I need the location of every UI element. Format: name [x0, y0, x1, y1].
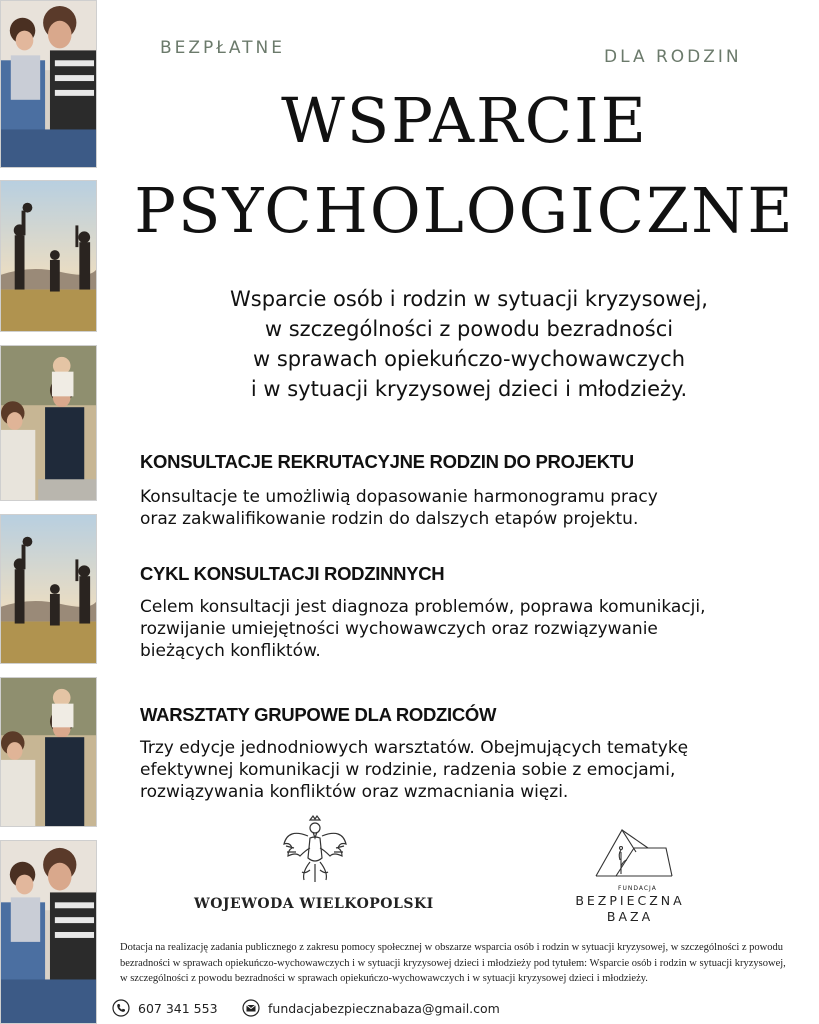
phone-number: 607 341 553 — [138, 1000, 218, 1016]
body-line: Celem konsultacji jest diagnoza problemów, poprawa komunikacji, — [140, 597, 706, 617]
photo-strip — [0, 0, 98, 1024]
free-label: BEZPŁATNE — [160, 38, 286, 58]
foundation-house-icon — [594, 826, 674, 880]
foundation-small-label: FUNDACJA — [618, 885, 657, 892]
foundation-name-line-2: BAZA — [606, 909, 654, 924]
section-heading-workshops: WARSZTATY GRUPOWE DLA RODZICÓW — [140, 704, 497, 725]
intro-line: i w sytuacji kryzysowej dzieci i młodzieży. — [250, 377, 688, 401]
title-line-1: WSPARCIE — [281, 84, 648, 157]
title-line-2: PSYCHOLOGICZNE — [134, 174, 795, 247]
section-body-workshops — [140, 737, 810, 803]
wojewoda-logo-text: WOJEWODA WIELKOPOLSKI — [194, 896, 434, 912]
email-icon — [242, 999, 260, 1017]
intro-line: w sprawach opiekuńczo-wychowawczych — [252, 347, 686, 371]
phone-icon — [112, 999, 130, 1017]
footnote-line: bezradności w sprawach opiekuńczo-wychowawczych i w sytuacji kryzysowej dzieci i młodzieży pod tytułem: Wsparcie osób i rodzin w sytuacji kryzysowej, — [120, 957, 786, 969]
family-photo-6 — [0, 840, 97, 1024]
contact-email[interactable] — [242, 999, 500, 1017]
body-line: efektywnej komunikacji w rodzinie, radzenia sobie z emocjami, — [140, 760, 676, 780]
section-body-family-consultations — [140, 596, 810, 662]
footnote-line: w szczególności z powodu bezradności w sprawach opiekuńczo-wychowawczych i w sytuacji kryzysowej dzieci i młodzieży. — [120, 973, 648, 984]
footnote-line: Dotacja na realizację zadania publicznego z zakresu pomocy społecznej w obszarze wsparcia osób i rodzin w sytuacji kryzysowej, w szczególności z powodu — [120, 942, 783, 953]
for-families-label: DLA RODZIN — [604, 47, 742, 67]
eagle-emblem-icon — [280, 814, 350, 886]
intro-line: Wsparcie osób i rodzin w sytuacji kryzysowej, — [230, 287, 708, 311]
body-line: rozwijanie umiejętności wychowawczych oraz rozwiązywanie — [140, 619, 658, 639]
body-line: oraz zakwalifikowanie rodzin do dalszych etapów projektu. — [140, 509, 639, 529]
section-heading-family-consultations: CYKL KONSULTACJI RODZINNYCH — [140, 563, 445, 584]
intro-text — [140, 284, 798, 404]
body-line: rozwiązywania konfliktów oraz wzmacniania więzi. — [140, 782, 569, 802]
body-line: bieżących konfliktów. — [140, 641, 321, 661]
contact-phone[interactable] — [112, 999, 218, 1017]
body-line: Konsultacje te umożliwią dopasowanie harmonogramu pracy — [140, 487, 658, 507]
family-photo-2 — [0, 180, 97, 332]
section-heading-recruitment: KONSULTACJE REKRUTACYJNE RODZIN DO PROJEKTU — [140, 451, 634, 472]
family-photo-4 — [0, 514, 97, 664]
foundation-name-line-1: BEZPIECZNA — [575, 893, 685, 908]
body-line: Trzy edycje jednodniowych warsztatów. Obejmujących tematykę — [140, 738, 689, 758]
section-body-recruitment — [140, 486, 810, 530]
family-photo-5 — [0, 677, 97, 827]
email-address: fundacjabezpiecznabaza@gmail.com — [268, 1000, 500, 1016]
family-photo-1 — [0, 0, 97, 168]
intro-line: w szczególności z powodu bezradności — [264, 317, 674, 341]
family-photo-3 — [0, 345, 97, 501]
grant-footnote — [120, 940, 806, 987]
